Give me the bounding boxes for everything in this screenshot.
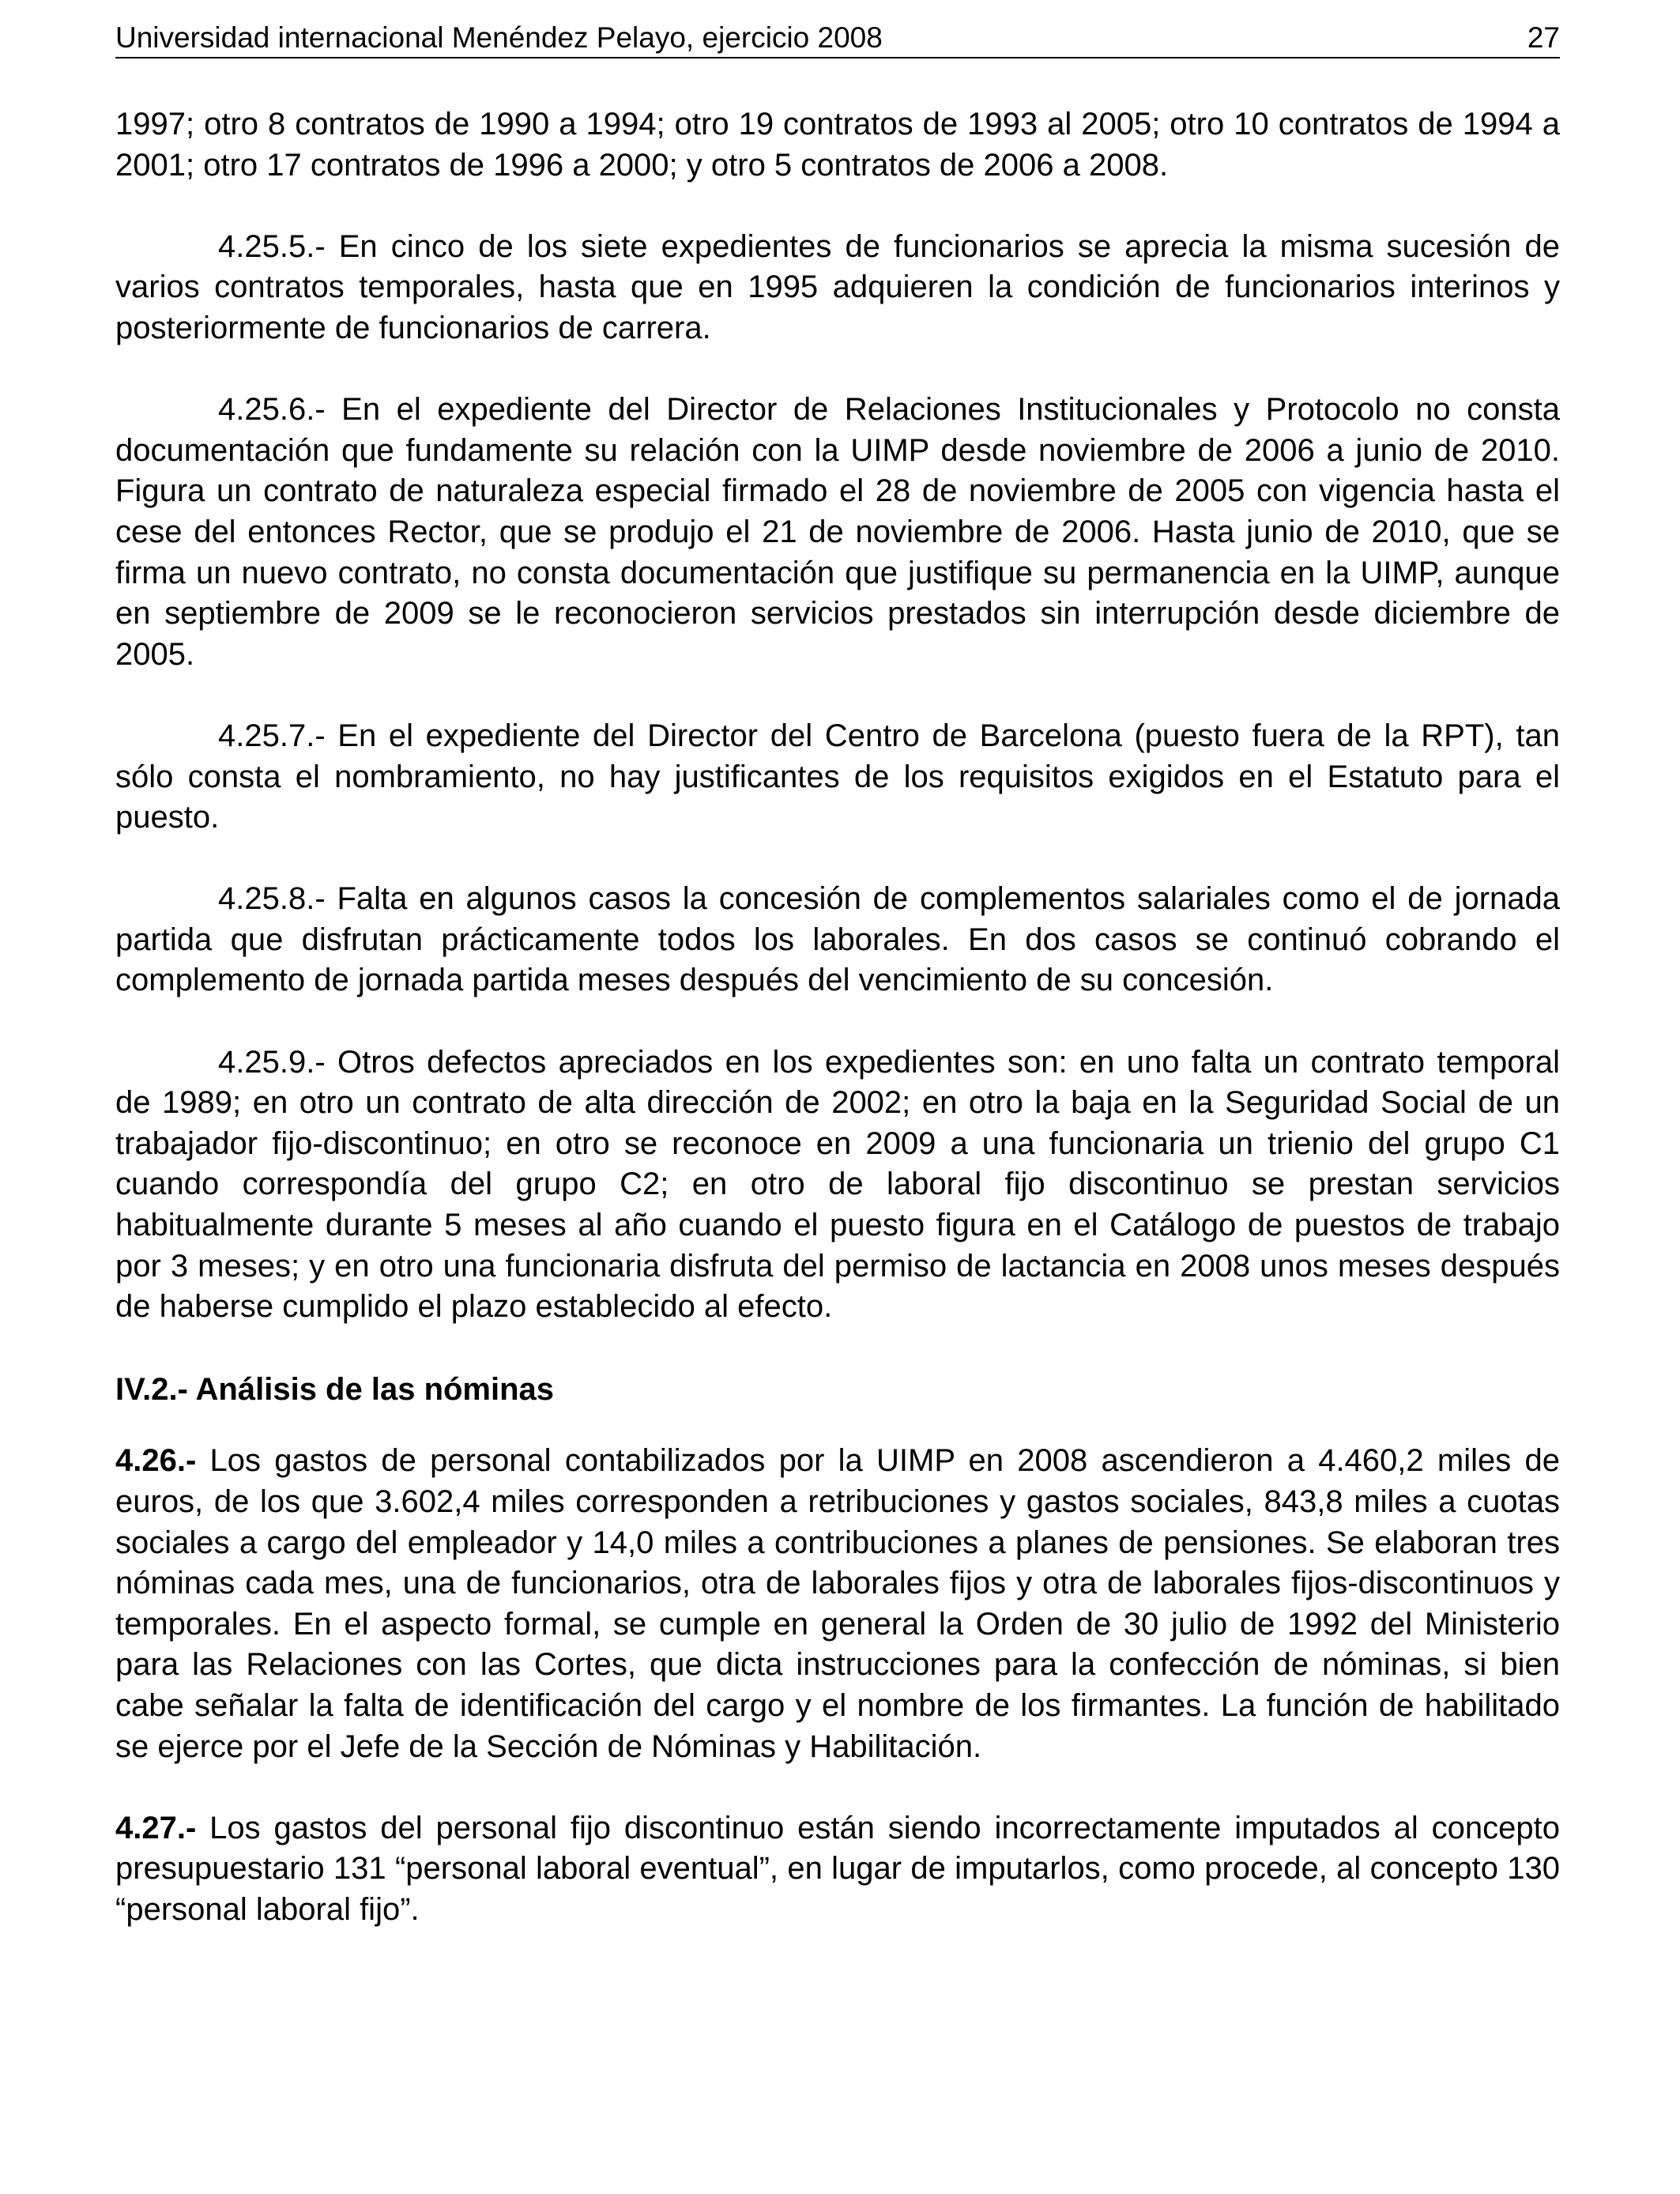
paragraph-4-25-5: 4.25.5.- En cinco de los siete expedientes de funcionarios se aprecia la misma sucesión de varios contratos temporales, hasta que en 1995 adquieren la condición de funcionarios interinos y posteriormente de funcionarios de carrera. [115,228,1560,345]
page-header [115,19,1560,58]
paragraph-text: Los gastos de personal contabilizados por la UIMP en 2008 ascendieron a 4.460,2 miles de euros, de los que 3.602,4 miles corresponden a retribuciones y gastos sociales, 843,8 miles a cuotas sociales a cargo del empleador y 14,0 miles a contribuciones a planes de pensiones. Se elaboran tres nóminas cada mes, una de funcionarios, otra de laborales fijos y otra de laborales fijos-discontinuos y temporales. En el aspecto formal, se cumple en general la Orden de 30 julio de 1992 del Ministerio para las Relaciones con las Cortes, que dicta instrucciones para la confección de nóminas, si bien cabe señalar la falta de identificación del cargo y el nombre de los firmantes. La función de habilitado se ejerce por el Jefe de la Sección de Nóminas y Habilitación. [115,1443,1560,1764]
header-title: Universidad internacional Menéndez Pelayo, ejercicio 2008 [115,21,883,54]
paragraph-4-25-6: 4.25.6.- En el expediente del Director de Relaciones Institucionales y Protocolo no consta documentación que fundamente su relación con la UIMP desde noviembre de 2006 a junio de 2010. Figura un contrato de naturaleza especial firmado el 28 de noviembre de 2005 con vigencia hasta el cese del entonces Rector, que se produjo el 21 de noviembre de 2006. Hasta junio de 2010, que se firma un nuevo contrato, no consta documentación que justifique su permanencia en la UIMP, aunque en septiembre de 2009 se le reconocieron servicios prestados sin interrupción desde diciembre de 2005. [115,392,1560,672]
paragraph-4-25-8: 4.25.8.- Falta en algunos casos la concesión de complementos salariales como el de jornada partida que disfrutan prácticamente todos los laborales. En dos casos se continuó cobrando el complemento de jornada partida meses después del vencimiento de su concesión. [115,881,1560,998]
paragraph-text: Los gastos del personal fijo discontinuo están siendo incorrectamente imputados al concepto presupuestario 131 “personal laboral eventual”, en lugar de imputarlos, como procede, al concepto 130 “personal laboral fijo”. [115,1810,1560,1927]
document-body [115,104,1560,1971]
paragraph-4-25-9: 4.25.9.- Otros defectos apreciados en los expedientes son: en uno falta un contrato temporal de 1989; en otro un contrato de alta dirección de 2002; en otro la baja en la Seguridad Social de un trabajador fijo-discontinuo; en otro se reconoce en 2009 a una funcionaria un trienio del grupo C1 cuando correspondía del grupo C2; en otro de laboral fijo discontinuo se prestan servicios habitualmente durante 5 meses al año cuando el puesto figura en el Catálogo de puestos de trabajo por 3 meses; y en otro una funcionaria disfruta del permiso de lactancia en 2008 unos meses después de haberse cumplido el plazo establecido al efecto. [115,1044,1560,1325]
paragraph-number: 4.26.- [115,1443,197,1479]
paragraph-4-26 [115,1441,1560,1767]
section-heading: IV.2.- Análisis de las nóminas [115,1371,555,1407]
paragraph-continuation: 1997; otro 8 contratos de 1990 a 1994; otro 19 contratos de 1993 al 2005; otro 10 contratos de 1994 a 2001; otro 17 contratos de 1996 a 2000; y otro 5 contratos de 2006 a 2008. [115,107,1560,183]
page-number: 27 [1527,21,1560,54]
paragraph-number: 4.27.- [115,1810,197,1845]
paragraph-4-27 [115,1808,1560,1931]
paragraph-4-25-7: 4.25.7.- En el expediente del Director del Centro de Barcelona (puesto fuera de la RPT), tan sólo consta el nombramiento, no hay justificantes de los requisitos exigidos en el Estatuto para el puesto. [115,718,1560,835]
